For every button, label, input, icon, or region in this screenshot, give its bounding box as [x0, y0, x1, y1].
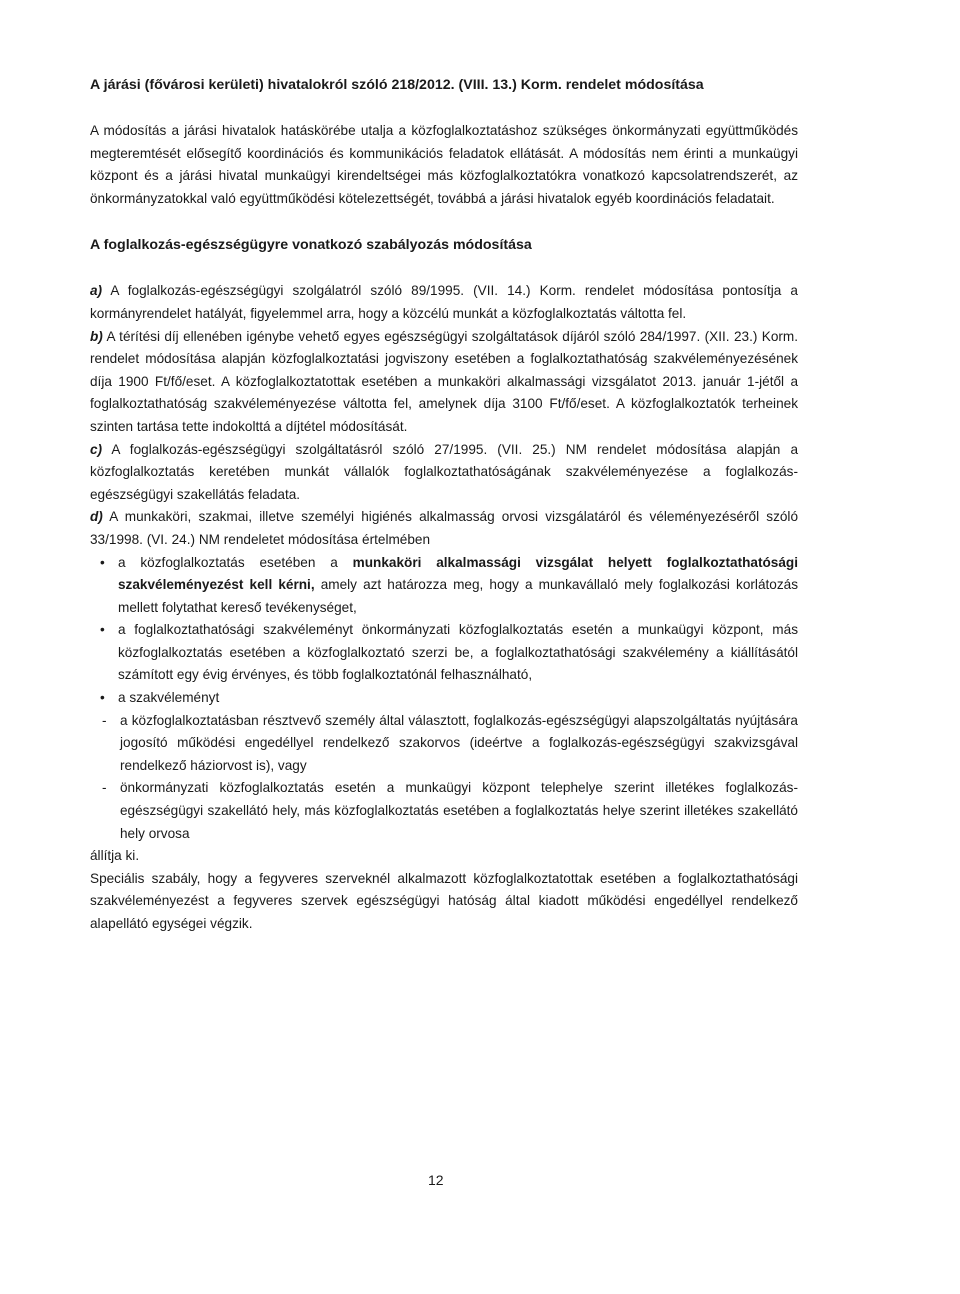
- item-text: A munkaköri, szakmai, illetve személyi higiénés alkalmasság orvosi vizsgálatáról és véleményezéséről szóló 33/1998. (VI. 24.) NM rendeletet módosítása értelmében: [90, 509, 799, 547]
- bullet-list: [90, 552, 798, 710]
- bullet-icon: •: [100, 690, 105, 706]
- item-label: d): [90, 509, 103, 525]
- list-item: [90, 552, 798, 620]
- list-item: [90, 710, 798, 778]
- list-item: [90, 777, 798, 845]
- bullet-text: a közfoglalkoztatás esetében a: [118, 554, 353, 570]
- intro-paragraph: A módosítás a járási hivatalok hatáskörébe utalja a közfoglalkoztatáshoz szükséges önkormányzati együttműködés megteremtését elősegítő koordinációs és kommunikációs feladatok ellátását. A módosítás nem érinti a munkaügyi központ és a járási hivatal munkaügyi kirendeltségei más közfoglalkoztatókra vonatkozó kapcsolatrendszerét, az önkormányzatokkal való együttműködési kötelezettségét, továbbá a járási hivatalok egyéb koordinációs feladatait.: [90, 123, 798, 206]
- item-label: c): [90, 441, 103, 457]
- closing-line: állítja ki.: [90, 848, 140, 864]
- item-a: [90, 280, 798, 325]
- item-text: A foglalkozás-egészségügyi szolgálatról szóló 89/1995. (VII. 14.) Korm. rendelet módosítása pontosítja a kormányrendelet hatályát, figyelemmel arra, hogy a közcélú munkát a közfoglalkoztatás váltotta fel.: [90, 283, 798, 321]
- final-paragraph: Speciális szabály, hogy a fegyveres szerveknél alkalmazott közfoglalkoztatottak esetében a foglalkoztathatósági szakvéleményezést a fegyveres szervek egészségügyi hatóság által kiadott működési engedéllyel rendelkező alapellátó egységei végzik.: [90, 870, 798, 931]
- page-number: 12: [428, 1172, 444, 1188]
- dash-text: a közfoglalkoztatásban résztvevő személy által választott, foglalkozás-egészségügyi alapszolgáltatás nyújtására jogosító működési engedéllyel rendelkező szakorvos (ideértve a foglalkozás-egészségügyi szakvizsgával rendelkező háziorvost is), vagy: [120, 712, 798, 773]
- list-item: [90, 619, 798, 687]
- list-item: [90, 687, 798, 710]
- item-text: A térítési díj ellenében igénybe vehető egyes egészségügyi szolgáltatások díjáról szóló 284/1997. (XII. 23.) Korm. rendelet módosítása alapján közfoglalkoztatási jogviszony esetében a foglalkoztathatóság szakvéleményezésének díja 1900 Ft/fő/eset. A közfoglalkoztatottak esetében a munkaköri alkalmassági vizsgálatot 2013. január 1-jétől a foglalkoztathatóság szakvéleményezése váltotta fel, amelynek díja 3100 Ft/fő/eset. A közfoglalkoztatók terheinek szinten tartása tette indokolttá a díjtétel módosítását.: [90, 328, 799, 434]
- document-title: A járási (fővárosi kerületi) hivatalokról szóló 218/2012. (VIII. 13.) Korm. rendelet módosítása: [90, 77, 704, 93]
- bullet-text: a foglalkoztathatósági szakvéleményt önkormányzati közfoglalkoztatás esetén a munkaügyi központ, más közfoglalkoztatás esetében a közfoglalkoztató szerzi be, a foglalkoztathatósági szakvélemény a kiállításától számított egy évig érvényes, és több foglalkoztatónál felhasználható,: [118, 622, 798, 683]
- bullet-text: a szakvéleményt: [118, 690, 220, 706]
- item-b: [90, 326, 798, 439]
- section-heading: A foglalkozás-egészségügyre vonatkozó szabályozás módosítása: [90, 237, 532, 254]
- dash-icon: -: [102, 780, 107, 796]
- bullet-emphasis: munkaköri alkalmassági vizsgálat helyett foglalkoztathatósági szakvéleményezést kell kérni,: [118, 554, 798, 593]
- bullet-icon: •: [100, 554, 105, 570]
- dash-text: önkormányzati közfoglalkoztatás esetén a munkaügyi központ telephelye szerint illetékes foglalkozás-egészségügyi szakellátó hely, más közfoglalkoztatás esetében a foglalkoztatás helye szerint illetékes szakellátó hely orvosa: [120, 780, 798, 841]
- item-label: b): [90, 328, 103, 344]
- document-page: [90, 70, 798, 936]
- item-label: a): [90, 283, 103, 299]
- dash-list: [90, 710, 798, 846]
- item-text: A foglalkozás-egészségügyi szolgáltatásról szóló 27/1995. (VII. 25.) NM rendelet módosítása alapján a közfoglalkoztatás keretében munkát vállalók foglalkoztathatóságának szakvéleményezése a foglalkozás-egészségügyi szakellátás feladata.: [90, 441, 798, 502]
- item-d: [90, 506, 798, 551]
- bullet-text-after: amely azt határozza meg, hogy a munkavállaló mely foglalkozási korlátozás mellett folytathat kereső tevékenységet,: [118, 577, 798, 615]
- item-c: [90, 439, 798, 507]
- dash-icon: -: [102, 712, 107, 728]
- bullet-icon: •: [100, 622, 105, 638]
